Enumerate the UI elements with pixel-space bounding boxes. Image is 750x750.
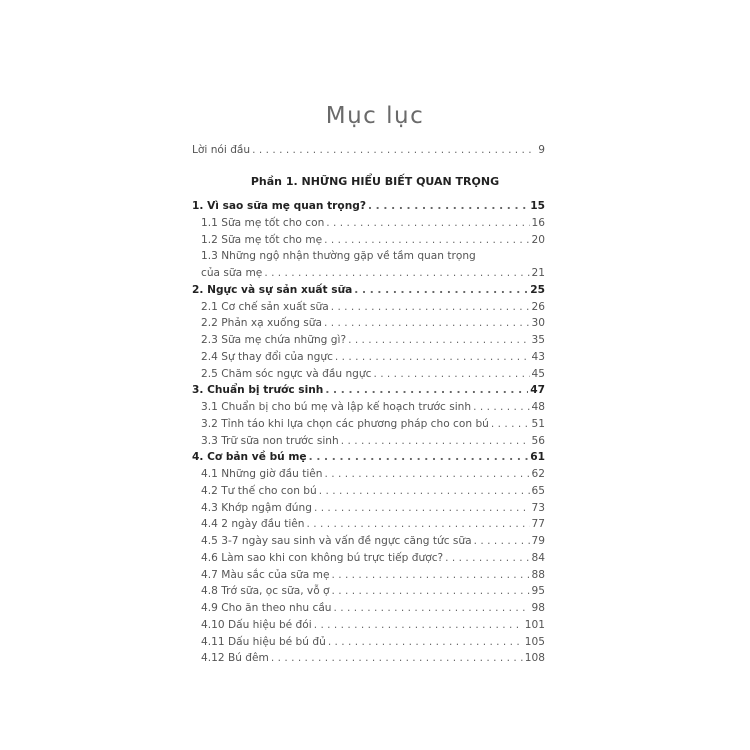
toc-section-entry[interactable]	[192, 550, 545, 567]
dot-leader	[264, 265, 529, 282]
dot-leader	[324, 315, 529, 332]
entry-page: 21	[531, 267, 545, 279]
dot-leader	[309, 449, 529, 466]
entry-label: 4.8 Trớ sữa, ọc sữa, vỗ ợ	[201, 585, 330, 598]
toc-section-entry[interactable]	[192, 634, 545, 651]
toc-section-entry[interactable]	[192, 500, 545, 517]
entry-page: 51	[531, 417, 545, 430]
entry-page: 61	[530, 451, 545, 464]
dot-leader	[335, 349, 530, 366]
entry-label: 1.2 Sữa mẹ tốt cho mẹ	[201, 233, 323, 246]
dot-leader	[271, 650, 523, 667]
dot-leader	[368, 198, 528, 215]
toc-chapter-entry[interactable]	[192, 449, 545, 466]
entry-page: 88	[531, 568, 545, 581]
entry-label: 2.5 Chăm sóc ngực và đầu ngực	[201, 367, 372, 380]
entry-page: 43	[531, 350, 545, 363]
toc-section-entry[interactable]	[192, 315, 545, 332]
entry-page: 48	[531, 401, 545, 413]
toc-section-entry[interactable]	[192, 433, 545, 450]
dot-leader	[341, 433, 530, 450]
entry-label: 2.1 Cơ chế sản xuất sữa	[201, 300, 329, 313]
entry-page: 25	[530, 283, 545, 296]
entry-label: 4.7 Màu sắc của sữa mẹ	[201, 568, 330, 581]
entry-page: 95	[531, 585, 545, 598]
entry-page: 56	[531, 434, 545, 447]
entry-page: 98	[531, 602, 545, 614]
toc-section-entry[interactable]	[192, 600, 545, 617]
entry-label: 4.11 Dấu hiệu bé bú đủ	[201, 635, 326, 648]
dot-leader	[354, 282, 528, 299]
toc-section-entry[interactable]	[192, 650, 545, 667]
entry-page: 15	[530, 200, 545, 212]
dot-leader	[314, 500, 530, 517]
dot-leader	[314, 617, 523, 634]
toc-section-entry[interactable]	[192, 483, 545, 500]
part-heading: Phần 1. NHỮNG HIỂU BIẾT QUAN TRỌNG	[250, 175, 500, 188]
toc-chapter-entry[interactable]	[192, 382, 545, 399]
entry-page: 62	[531, 468, 545, 480]
dot-leader	[328, 634, 523, 651]
entry-label: 3. Chuẩn bị trước sinh	[192, 384, 324, 397]
table-of-contents	[192, 198, 545, 667]
entry-page: 105	[524, 635, 545, 648]
toc-chapter-entry[interactable]	[192, 282, 545, 299]
toc-section-entry[interactable]	[192, 617, 545, 634]
dot-leader	[334, 600, 530, 617]
entry-label: 4.6 Làm sao khi con không bú trực tiếp được?	[201, 551, 444, 564]
toc-section-entry[interactable]	[192, 299, 545, 316]
entry-label: 3.2 Tỉnh táo khi lựa chọn các phương pháp cho con bú	[201, 417, 489, 430]
dot-leader	[474, 533, 530, 550]
entry-label: 4.10 Dấu hiệu bé đói	[201, 618, 312, 631]
dot-leader	[325, 466, 530, 483]
dot-leader	[331, 299, 530, 316]
dot-leader	[325, 382, 528, 399]
dot-leader	[331, 567, 529, 584]
entry-label: của sữa mẹ	[201, 267, 263, 279]
toc-section-entry[interactable]	[192, 583, 545, 600]
entry-label: 4.5 3-7 ngày sau sinh và vấn đề ngực căng tức sữa	[201, 535, 472, 547]
toc-section-entry[interactable]	[192, 248, 545, 265]
toc-section-entry[interactable]	[192, 232, 545, 249]
toc-section-entry[interactable]	[192, 516, 545, 533]
entry-page: 108	[524, 652, 545, 665]
entry-page: 79	[531, 535, 545, 547]
entry-page: 16	[531, 216, 545, 229]
dot-leader	[319, 483, 530, 500]
dot-leader	[326, 215, 529, 232]
entry-label: 4.3 Khớp ngậm đúng	[201, 501, 312, 514]
entry-label: 2.4 Sự thay đổi của ngực	[201, 350, 333, 363]
entry-label: 1.1 Sữa mẹ tốt cho con	[201, 216, 325, 229]
entry-label: 3.1 Chuẩn bị cho bú mẹ và lập kế hoạch trước sinh	[201, 401, 472, 413]
toc-section-entry[interactable]	[192, 416, 545, 433]
dot-leader	[252, 142, 536, 159]
entry-page: 77	[531, 518, 545, 531]
toc-section-entry[interactable]	[192, 215, 545, 232]
toc-section-entry[interactable]	[192, 399, 545, 416]
entry-label: 1.3 Những ngộ nhận thường gặp về tầm quan trọng	[201, 250, 476, 263]
entry-label: 2.2 Phản xạ xuống sữa	[201, 317, 323, 330]
toc-section-entry[interactable]	[192, 466, 545, 483]
entry-page: 45	[531, 367, 545, 380]
dot-leader	[445, 550, 529, 567]
entry-page: 84	[531, 551, 545, 564]
dot-leader	[473, 399, 529, 416]
toc-section-entry[interactable]	[192, 366, 545, 383]
entry-label: 4.9 Cho ăn theo nhu cầu	[201, 602, 332, 614]
entry-page: 35	[531, 334, 545, 346]
entry-page: 73	[531, 501, 545, 514]
entry-label: 4.2 Tư thế cho con bú	[201, 484, 317, 497]
entry-label: 1. Vì sao sữa mẹ quan trọng?	[192, 200, 366, 212]
toc-entry-preface[interactable]	[192, 142, 545, 159]
entry-label: 3.3 Trữ sữa non trước sinh	[201, 434, 339, 447]
entry-page: 30	[531, 317, 545, 330]
entry-label: 2. Ngực và sự sản xuất sữa	[192, 283, 353, 296]
entry-page: 65	[531, 484, 545, 497]
entry-label: 4.12 Bú đêm	[201, 652, 269, 665]
toc-section-entry[interactable]	[192, 332, 545, 349]
dot-leader	[324, 232, 529, 249]
toc-section-entry[interactable]	[192, 349, 545, 366]
entry-page: 101	[524, 618, 545, 631]
toc-section-entry[interactable]	[192, 567, 545, 584]
entry-label: Lời nói đầu	[192, 144, 251, 156]
entry-label: 4.4 2 ngày đầu tiên	[201, 518, 305, 531]
dot-leader	[307, 516, 530, 533]
entry-label: 4. Cơ bản về bú mẹ	[192, 451, 307, 464]
entry-page: 26	[531, 300, 545, 313]
dot-leader	[348, 332, 529, 349]
toc-section-entry[interactable]	[192, 265, 545, 282]
toc-chapter-entry[interactable]	[192, 198, 545, 215]
entry-label: 4.1 Những giờ đầu tiên	[201, 468, 323, 480]
entry-page: 9	[538, 144, 545, 156]
dot-leader	[491, 416, 530, 433]
dot-leader	[332, 583, 530, 600]
dot-leader	[373, 366, 529, 383]
toc-section-entry[interactable]	[192, 533, 545, 550]
page-title: Mục lục	[325, 103, 425, 130]
entry-page: 47	[530, 384, 545, 397]
entry-page: 20	[531, 233, 545, 246]
entry-label: 2.3 Sữa mẹ chứa những gì?	[201, 334, 347, 346]
